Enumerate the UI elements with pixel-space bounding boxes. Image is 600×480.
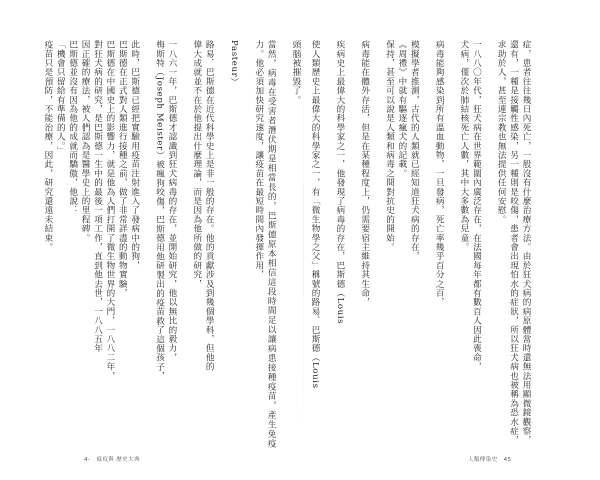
left-page (42, 40, 302, 448)
right-page-line: 模擬學者推測，古代的人類就已經知道狂犬病的存在， (409, 40, 420, 261)
left-running-title: 瘟疫與 歷史大典 (96, 457, 140, 463)
right-page-line: 求助於人，甚至連宗教也無法提供任何安慰。 (496, 40, 507, 224)
right-page-line: 保持，甚至可以說是人類和病毒之間對抗史的開始。 (384, 40, 395, 252)
right-page-line: 病毒能在體外存活，但是在某種程度上，仍需要宿主維持其生命， (359, 40, 370, 307)
left-page-line: 梅斯特（Joseph Meister）被瘋狗咬傷，巴斯德用他研製出的疫苗救了這個孩子， (154, 40, 165, 381)
right-page-line: 犬病，僅次於肺結核死亡人數，其中大多數為兒童。 (458, 40, 469, 252)
right-page-line: 症，患者往往幾日內死亡，一般沒有什麼治療方法。由於狂犬病的病原體當時還無法用顯微鏡觀察， (521, 40, 531, 445)
right-page-line: 一八八〇年代，狂犬病在世界範圍內廣泛存在，在法國每年都有數百人因此喪命， (471, 40, 482, 372)
right-folio (468, 455, 511, 463)
left-page-number: 4- (84, 457, 91, 463)
left-page-line: 一八六一年，巴斯德才認識到狂犬病毒的存在，並開始研究，他以無比的毅力， (166, 40, 177, 362)
left-page-line: Pasteur） (228, 40, 239, 87)
left-page-line: 偉大成就並不在於他提出什麼理論，而是因為他所做的研究， (191, 40, 202, 289)
left-page-line: 路易．巴斯德在近代科學史上是非一般的存在。他的貢獻涉及到幾個學科，但他的 (204, 40, 215, 372)
right-page-line: 還有，一種是接觸性感染，另一種則是咬傷，患者會出現怕水的症狀，所以狂犬病也被稱為恐水症， (508, 40, 519, 445)
left-page-line: 疫苗只是預防，不能治療，因此，研究還遠未結束。 (42, 40, 53, 252)
left-page-line: 「機會只留給有準備的人。」 (55, 40, 66, 156)
right-page-line: 《周禮》中就有驅逐瘋犬的記載。 (396, 40, 407, 178)
right-running-title: 人類傳染史 (468, 457, 498, 463)
left-page-line: 當然，病毒在受害者潛伏期是相當長的，巴斯德原本相信這段時間足以讓病患接種疫苗，產生免疫力。他必須加快研究速度，讓疫苗在最短時間內發揮作用， (253, 40, 277, 448)
left-page-line: 此時，巴斯德已經把實驗用疫苗注射進入了發病中的狗， (129, 40, 140, 270)
right-page-line: 病毒能夠感染到所有溫血動物，一旦發病，死亡率幾乎百分之百， (434, 40, 445, 307)
left-page-line: 巴斯德在中國史上的影響力，就是他為人們打開了微生物世界的大門，一八八二年， (104, 40, 115, 381)
left-page-line: 巴斯德並沒有因為他的成就而驕傲，他說： (67, 40, 78, 215)
left-folio (84, 455, 140, 463)
right-page-text (310, 40, 532, 448)
left-page-line: 對狂犬病的研究，是巴斯德一生中的最後一項工作，直到他去世，一八八五年 (92, 40, 103, 353)
right-page (310, 40, 532, 448)
left-page-line: 巴斯德在正式對人類進行接種之前，做了非常詳盡的動物實驗， (117, 40, 128, 298)
right-page-number: 45 (503, 457, 512, 463)
right-page-line: 疾病史上最偉大的科學家之一，他發現了病毒的存在，巴斯德（Louis (334, 40, 345, 325)
left-page-text (42, 40, 302, 448)
left-page-line: 因正確的療法，被人們認為是醫學史上的里程碑。 (80, 40, 91, 243)
page-gutter (303, 30, 304, 450)
right-page-line: 使人類歷史上最偉大的科學家之一，有「微生物學之父」稱號的路易．巴斯德（Louis (310, 40, 321, 389)
left-page-line: 頭腦被摧毀了。 (291, 40, 301, 105)
